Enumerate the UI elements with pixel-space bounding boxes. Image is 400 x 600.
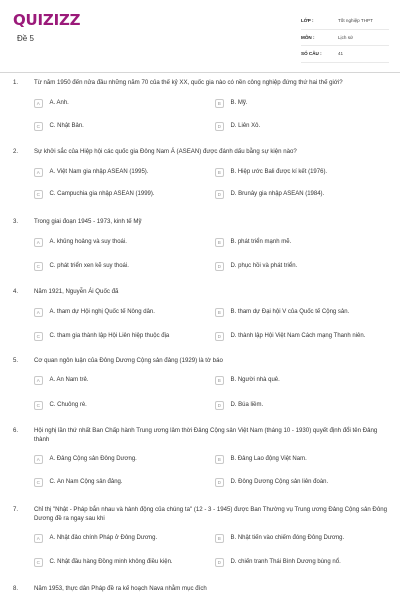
option-letter-badge: B — [215, 376, 224, 385]
option-text: C. An Nam Cộng sản đảng. — [49, 479, 123, 486]
question-number: 1. — [13, 79, 19, 86]
option-letter-badge: D — [215, 122, 224, 131]
option-b[interactable] — [215, 238, 291, 247]
option-text: D. Búa liềm. — [230, 402, 264, 409]
option-text: D. chiến tranh Thái Bình Dương bùng nổ. — [230, 559, 341, 566]
question-number: 4. — [13, 288, 19, 295]
question-number: 6. — [13, 427, 19, 434]
option-letter-badge: D — [215, 190, 224, 199]
option-b[interactable] — [215, 308, 349, 317]
meta-label: LỚP : — [301, 18, 314, 24]
question-2 — [13, 148, 391, 198]
option-d[interactable] — [215, 478, 328, 487]
option-text: C. Campuchia gia nhập ASEAN (1999). — [49, 191, 155, 198]
question-number: 2. — [13, 148, 19, 155]
option-b[interactable] — [215, 168, 327, 177]
option-c[interactable] — [34, 262, 129, 271]
option-b[interactable] — [215, 99, 248, 108]
option-letter-badge: B — [215, 99, 224, 108]
option-letter-badge: A — [34, 534, 43, 543]
question-1 — [13, 79, 391, 130]
option-text: D. Liên Xô. — [230, 123, 261, 130]
option-letter-badge: B — [215, 308, 224, 317]
option-text: C. Chuông rè. — [49, 402, 87, 409]
option-text: A. Anh. — [49, 100, 69, 107]
question-number: 8. — [13, 585, 19, 592]
question-head — [13, 79, 391, 88]
option-letter-badge: C — [34, 122, 43, 131]
question-head — [13, 585, 391, 594]
question-text: Sự khởi sắc của Hiệp hội các quốc gia Đông Nam Á (ASEAN) được đánh dấu bằng sự kiện nào? — [34, 148, 297, 155]
meta-value: Tốt nghiệp THPT — [338, 18, 373, 24]
document-title: Đề 5 — [17, 34, 34, 43]
option-text: A. Việt Nam gia nhập ASEAN (1995). — [49, 169, 149, 176]
option-letter-badge: A — [34, 308, 43, 317]
meta-value: Lịch sử — [338, 34, 354, 40]
option-a[interactable] — [34, 534, 157, 543]
question-8 — [13, 585, 391, 594]
question-5 — [13, 357, 391, 409]
question-number: 3. — [13, 218, 19, 225]
option-c[interactable] — [34, 401, 87, 410]
meta-label: MÔN : — [301, 34, 315, 40]
question-head — [13, 427, 391, 444]
option-text: D. phục hồi và phát triển. — [230, 263, 298, 270]
meta-table — [301, 13, 389, 63]
meta-row-subject — [301, 30, 389, 47]
option-letter-badge: B — [215, 455, 224, 464]
option-letter-badge: A — [34, 376, 43, 385]
option-text: B. Mỹ. — [230, 100, 248, 107]
option-b[interactable] — [215, 534, 344, 543]
option-text: D. Brunây gia nhập ASEAN (1984). — [230, 191, 325, 198]
option-text: B. tham dự Đại hội V của Quốc tế Cộng sản. — [230, 309, 350, 316]
question-text: Chỉ thị "Nhật - Pháp bắn nhau và hành động của chúng ta" (12 - 3 - 1945) được Ban Thường vụ Trung ương Đảng Cộng sản Đông Dương đề ra ngay sau khi — [34, 506, 387, 522]
question-head — [13, 148, 391, 157]
option-letter-badge: D — [215, 332, 224, 341]
option-text: C. Nhật Bản. — [49, 123, 84, 130]
question-7 — [13, 506, 391, 566]
question-head — [13, 288, 391, 297]
option-letter-badge: C — [34, 401, 43, 410]
option-letter-badge: B — [215, 238, 224, 247]
meta-row-question-count — [301, 46, 389, 63]
question-6 — [13, 427, 391, 486]
option-c[interactable] — [34, 558, 173, 567]
question-3 — [13, 218, 391, 270]
option-text: A. khủng hoảng và suy thoái. — [49, 239, 127, 246]
option-d[interactable] — [215, 190, 324, 199]
option-d[interactable] — [215, 262, 297, 271]
option-a[interactable] — [34, 238, 127, 247]
option-letter-badge: D — [215, 478, 224, 487]
option-a[interactable] — [34, 455, 137, 464]
question-head — [13, 218, 391, 227]
question-number: 7. — [13, 506, 19, 513]
question-4 — [13, 288, 391, 340]
option-text: C. tham gia thành lập Hội Liên hiệp thuộc địa — [49, 333, 170, 340]
option-letter-badge: A — [34, 238, 43, 247]
option-letter-badge: C — [34, 558, 43, 567]
option-letter-badge: C — [34, 478, 43, 487]
option-letter-badge: A — [34, 99, 43, 108]
option-c[interactable] — [34, 190, 155, 199]
option-a[interactable] — [34, 168, 148, 177]
option-a[interactable] — [34, 99, 69, 108]
meta-label: SỐ CÂU : — [301, 51, 322, 57]
option-letter-badge: C — [34, 190, 43, 199]
question-head — [13, 506, 391, 523]
option-text: B. phát triển mạnh mẽ. — [230, 239, 292, 246]
option-letter-badge: B — [215, 168, 224, 177]
option-letter-badge: A — [34, 455, 43, 464]
option-letter-badge: B — [215, 534, 224, 543]
option-d[interactable] — [215, 558, 341, 567]
option-b[interactable] — [215, 455, 307, 464]
question-text: Từ năm 1950 đến nửa đầu những năm 70 của thế kỷ XX, quốc gia nào có nền công nghiệp đứng thứ hai thế giới? — [34, 79, 343, 86]
question-text: Cơ quan ngôn luận của Đông Dương Cộng sản đảng (1929) là tờ báo — [34, 357, 223, 364]
worksheet-header — [0, 0, 400, 72]
option-a[interactable] — [34, 376, 89, 385]
option-c[interactable] — [34, 332, 169, 341]
option-text: A. An Nam trẻ. — [49, 377, 89, 384]
option-text: A. Nhật đảo chính Pháp ở Đông Dương. — [49, 535, 158, 542]
question-text: Năm 1921, Nguyễn Ái Quốc đã — [34, 288, 119, 295]
quizizz-logo: QUIZIZZ — [13, 11, 81, 29]
option-letter-badge: C — [34, 332, 43, 341]
meta-row-class — [301, 13, 389, 30]
option-text: C. phát triển xen kẽ suy thoái. — [49, 263, 129, 270]
option-text: B. Nhật tiến vào chiếm đóng Đông Dương. — [230, 535, 345, 542]
option-a[interactable] — [34, 308, 155, 317]
option-letter-badge: D — [215, 558, 224, 567]
question-text: Trong giai đoạn 1945 - 1973, kinh tế Mỹ — [34, 218, 142, 225]
option-text: B. Người nhà quê. — [230, 377, 280, 384]
option-letter-badge: A — [34, 168, 43, 177]
question-text: Hội nghị lần thứ nhất Ban Chấp hành Trung ương lâm thời Đảng Cộng sản Việt Nam (tháng 10 - 1930) quyết định đổi tên Đảng thành — [34, 427, 378, 443]
option-letter-badge: C — [34, 262, 43, 271]
option-text: C. Nhật đầu hàng Đồng minh không điều kiện. — [49, 559, 173, 566]
question-head — [13, 357, 391, 366]
question-text: Năm 1953, thực dân Pháp đề ra kế hoạch Nava nhằm mục đích — [34, 585, 207, 592]
option-text: D. Đông Dương Cộng sản liên đoàn. — [230, 479, 329, 486]
option-b[interactable] — [215, 376, 280, 385]
header-divider — [0, 72, 400, 73]
meta-value: 41 — [338, 51, 344, 57]
option-letter-badge: D — [215, 401, 224, 410]
option-text: A. Đảng Cộng sản Đông Dương. — [49, 456, 137, 463]
option-d[interactable] — [215, 122, 260, 131]
option-letter-badge: D — [215, 262, 224, 271]
option-c[interactable] — [34, 478, 123, 487]
option-text: A. tham dự Hội nghị Quốc tế Nông dân. — [49, 309, 155, 316]
question-number: 5. — [13, 357, 19, 364]
option-d[interactable] — [215, 332, 365, 341]
option-text: B. Đảng Lao động Việt Nam. — [230, 456, 307, 463]
option-text: D. thành lập Hội Việt Nam Cách mạng Thanh niên. — [230, 333, 366, 340]
option-c[interactable] — [34, 122, 84, 131]
option-text: B. Hiệp ước Bali được kí kết (1976). — [230, 169, 328, 176]
option-d[interactable] — [215, 401, 263, 410]
